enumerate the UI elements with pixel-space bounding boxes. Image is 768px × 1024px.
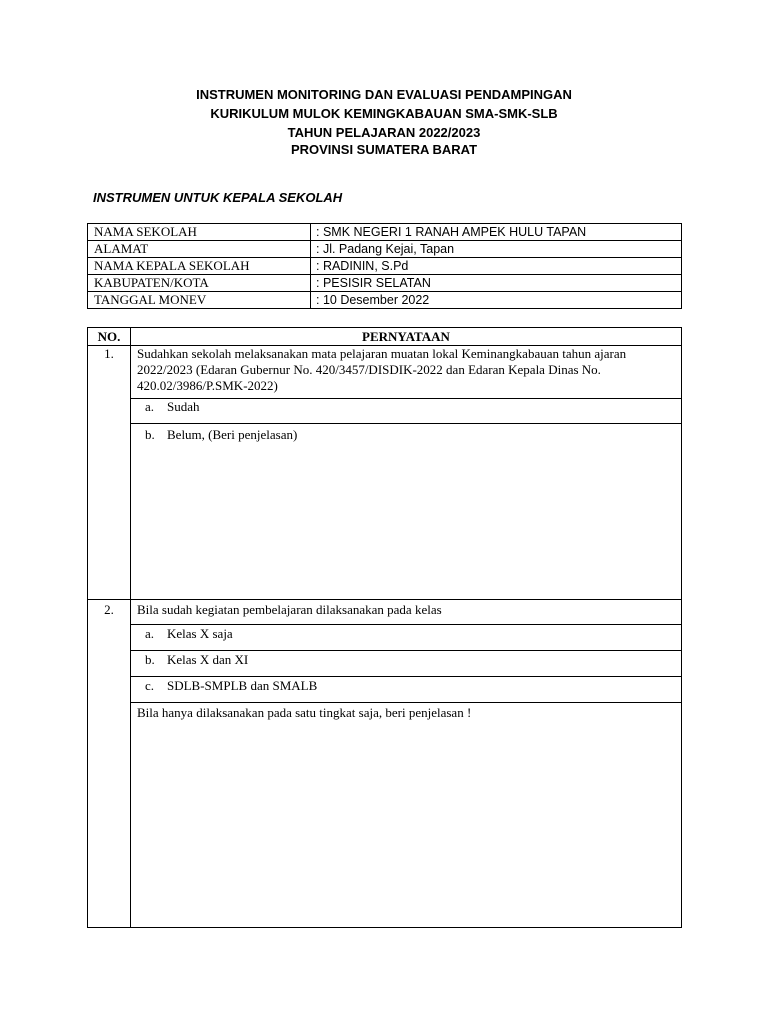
option-marker: a. xyxy=(145,626,155,641)
option-marker: a. xyxy=(145,399,155,414)
option-b-answer-area[interactable] xyxy=(131,424,682,600)
info-row xyxy=(88,224,682,241)
info-value: : PESISIR SELATAN xyxy=(311,275,682,292)
info-value: : SMK NEGERI 1 RANAH AMPEK HULU TAPAN xyxy=(311,224,682,241)
info-label: NAMA SEKOLAH xyxy=(88,224,311,241)
option-row xyxy=(88,651,682,677)
option-b xyxy=(131,651,682,677)
option-row xyxy=(88,399,682,424)
title-line-1: INSTRUMEN MONITORING DAN EVALUASI PENDAMPINGAN xyxy=(196,87,572,102)
note-row xyxy=(88,703,682,928)
info-label: KABUPATEN/KOTA xyxy=(88,275,311,292)
school-info-table xyxy=(87,223,682,309)
statement-table xyxy=(87,327,682,928)
question-number: 1. xyxy=(88,346,131,600)
column-header-no: NO. xyxy=(88,328,131,346)
option-row xyxy=(88,677,682,703)
option-marker: c. xyxy=(145,678,155,693)
info-label: ALAMAT xyxy=(88,241,311,258)
question-number: 2. xyxy=(88,600,131,928)
option-label: SDLB-SMPLB dan SMALB xyxy=(167,678,318,693)
title-line-3: TAHUN PELAJARAN 2022/2023 xyxy=(287,125,481,140)
option-a xyxy=(131,399,682,424)
info-row xyxy=(88,241,682,258)
option-label: Kelas X dan XI xyxy=(167,652,249,667)
info-label: NAMA KEPALA SEKOLAH xyxy=(88,258,311,275)
option-label: Kelas X saja xyxy=(167,626,233,641)
info-row xyxy=(88,275,682,292)
option-a xyxy=(131,625,682,651)
question-row xyxy=(88,346,682,399)
info-value: : RADININ, S.Pd xyxy=(311,258,682,275)
explanation-answer-area[interactable]: Bila hanya dilaksanakan pada satu tingkat saja, beri penjelasan ! xyxy=(131,703,682,928)
info-label: TANGGAL MONEV xyxy=(88,292,311,309)
info-row xyxy=(88,258,682,275)
title-line-4: PROVINSI SUMATERA BARAT xyxy=(290,142,478,157)
option-marker: b. xyxy=(145,652,155,667)
option-label: Belum, (Beri penjelasan) xyxy=(167,427,298,442)
option-label: Sudah xyxy=(167,399,200,414)
info-value: : Jl. Padang Kejai, Tapan xyxy=(311,241,682,258)
question-text: Sudahkan sekolah melaksanakan mata pelajaran muatan lokal Keminangkabauan tahun ajaran 2022/2023 (Edaran Gubernur No. 420/3457/DISDIK-2022 dan Edaran Kepala Dinas No. 420.02/3986/P.SMK-2022) xyxy=(131,346,682,399)
option-c xyxy=(131,677,682,703)
section-subtitle: INSTRUMEN UNTUK KEPALA SEKOLAH xyxy=(93,190,343,205)
table-header-row xyxy=(88,328,682,346)
option-row xyxy=(88,424,682,600)
option-row xyxy=(88,625,682,651)
question-text: Bila sudah kegiatan pembelajaran dilaksanakan pada kelas xyxy=(131,600,682,625)
question-row xyxy=(88,600,682,625)
info-value: : 10 Desember 2022 xyxy=(311,292,682,309)
title-line-2: KURIKULUM MULOK KEMINGKABAUAN SMA-SMK-SLB xyxy=(210,106,558,121)
option-marker: b. xyxy=(145,427,155,442)
info-row xyxy=(88,292,682,309)
column-header-statement: PERNYATAAN xyxy=(131,328,682,346)
